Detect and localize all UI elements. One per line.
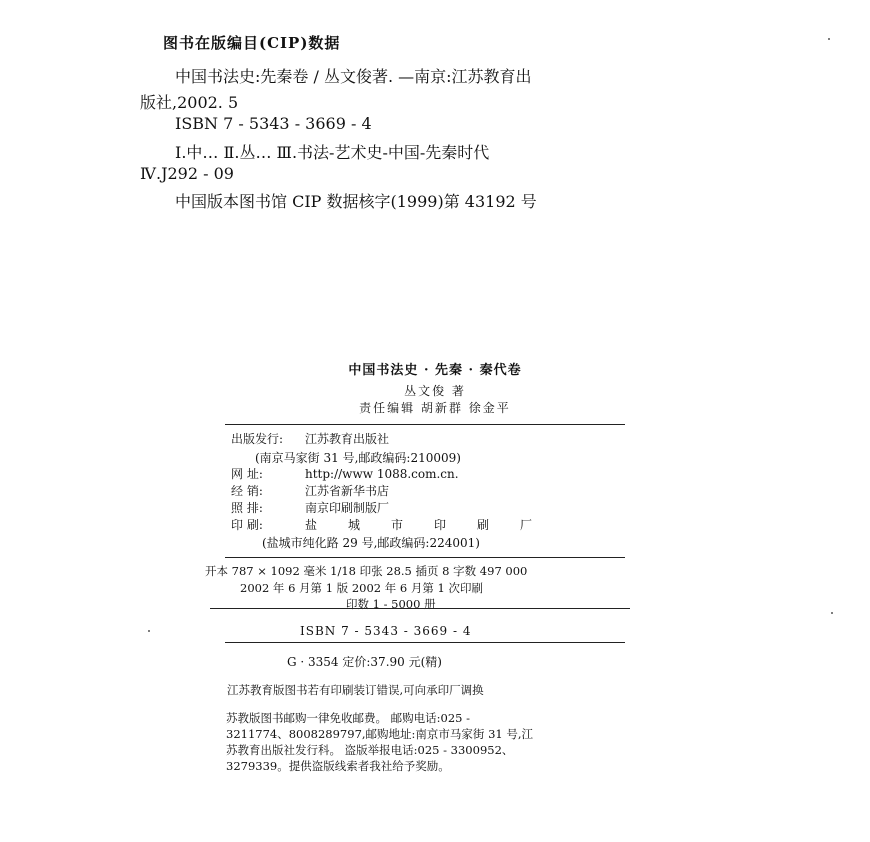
cip-isbn: ISBN 7 - 5343 - 3669 - 4: [175, 114, 372, 133]
distributor-value: 江苏省新华书店: [305, 484, 390, 498]
distributor-label: 经 销:: [231, 484, 263, 498]
book-author: 丛文俊 著: [404, 384, 466, 398]
cip-classification: Ⅳ.J292 - 09: [140, 164, 234, 183]
mail-order-line-4: 3279339。提供盗版线索者我社给予奖励。: [226, 759, 450, 773]
format-specs: 开本 787 × 1092 毫米 1/18 印张 28.5 插页 8 字数 497 000: [205, 564, 528, 578]
divider: [225, 424, 625, 425]
printing-row: [231, 518, 563, 533]
website-label: 网 址:: [231, 467, 263, 481]
cip-subject-headings: Ⅰ.中… Ⅱ.丛… Ⅲ.书法-艺术史-中国-先秦时代: [175, 143, 490, 162]
publisher-value: 江苏教育出版社: [305, 432, 390, 446]
defect-notice: 江苏教育版图书若有印刷装订错误,可向承印厂调换: [227, 683, 484, 697]
responsible-editors: 责任编辑 胡新群 徐金平: [359, 401, 511, 415]
printing-label: 印 刷:: [231, 518, 263, 532]
scan-speck: [831, 612, 833, 614]
colophon-isbn: ISBN 7 - 5343 - 3669 - 4: [300, 624, 472, 638]
print-run: 印数 1 - 5000 册: [346, 597, 436, 611]
book-title: 中国书法史 · 先秦 · 秦代卷: [348, 363, 522, 378]
divider: [225, 642, 625, 643]
cip-record-line-2: 版社,2002. 5: [140, 93, 239, 112]
distributor-row: [231, 484, 389, 499]
price-line: G · 3354 定价:37.90 元(精): [287, 655, 442, 669]
website-row: [231, 467, 459, 482]
divider: [225, 557, 625, 558]
edition-info: 2002 年 6 月第 1 版 2002 年 6 月第 1 次印刷: [240, 581, 484, 595]
cip-data-block: [0, 0, 870, 220]
printing-value: 盐城市印刷厂: [305, 518, 564, 532]
mail-order-line-2: 3211774、8008289797,邮购地址:南京市马家街 31 号,江: [226, 727, 534, 741]
scan-speck: [828, 38, 830, 40]
cip-title: 图书在版编目(CIP)数据: [163, 34, 341, 52]
cip-record-line-1: 中国书法史:先秦卷 / 丛文俊著. —南京:江苏教育出: [175, 67, 532, 86]
publisher-label: 出版发行:: [231, 432, 284, 446]
cip-library-record: 中国版本图书馆 CIP 数据核字(1999)第 43192 号: [175, 192, 537, 211]
typesetting-label: 照 排:: [231, 501, 263, 515]
mail-order-line-1: 苏教版图书邮购一律免收邮费。 邮购电话:025 -: [226, 711, 471, 725]
publisher-address: (南京马家街 31 号,邮政编码:210009): [255, 451, 461, 465]
publisher-row: [231, 432, 389, 447]
colophon-block: [0, 350, 870, 773]
typesetting-value: 南京印刷制版厂: [305, 501, 390, 515]
printer-address: (盐城市纯化路 29 号,邮政编码:224001): [262, 536, 480, 550]
typesetting-row: [231, 501, 389, 516]
divider: [210, 608, 630, 609]
website-value: http://www 1088.com.cn.: [305, 467, 459, 481]
scan-speck: [148, 630, 150, 632]
mail-order-line-3: 苏教育出版社发行科。 盗版举报电话:025 - 3300952、: [226, 743, 514, 757]
